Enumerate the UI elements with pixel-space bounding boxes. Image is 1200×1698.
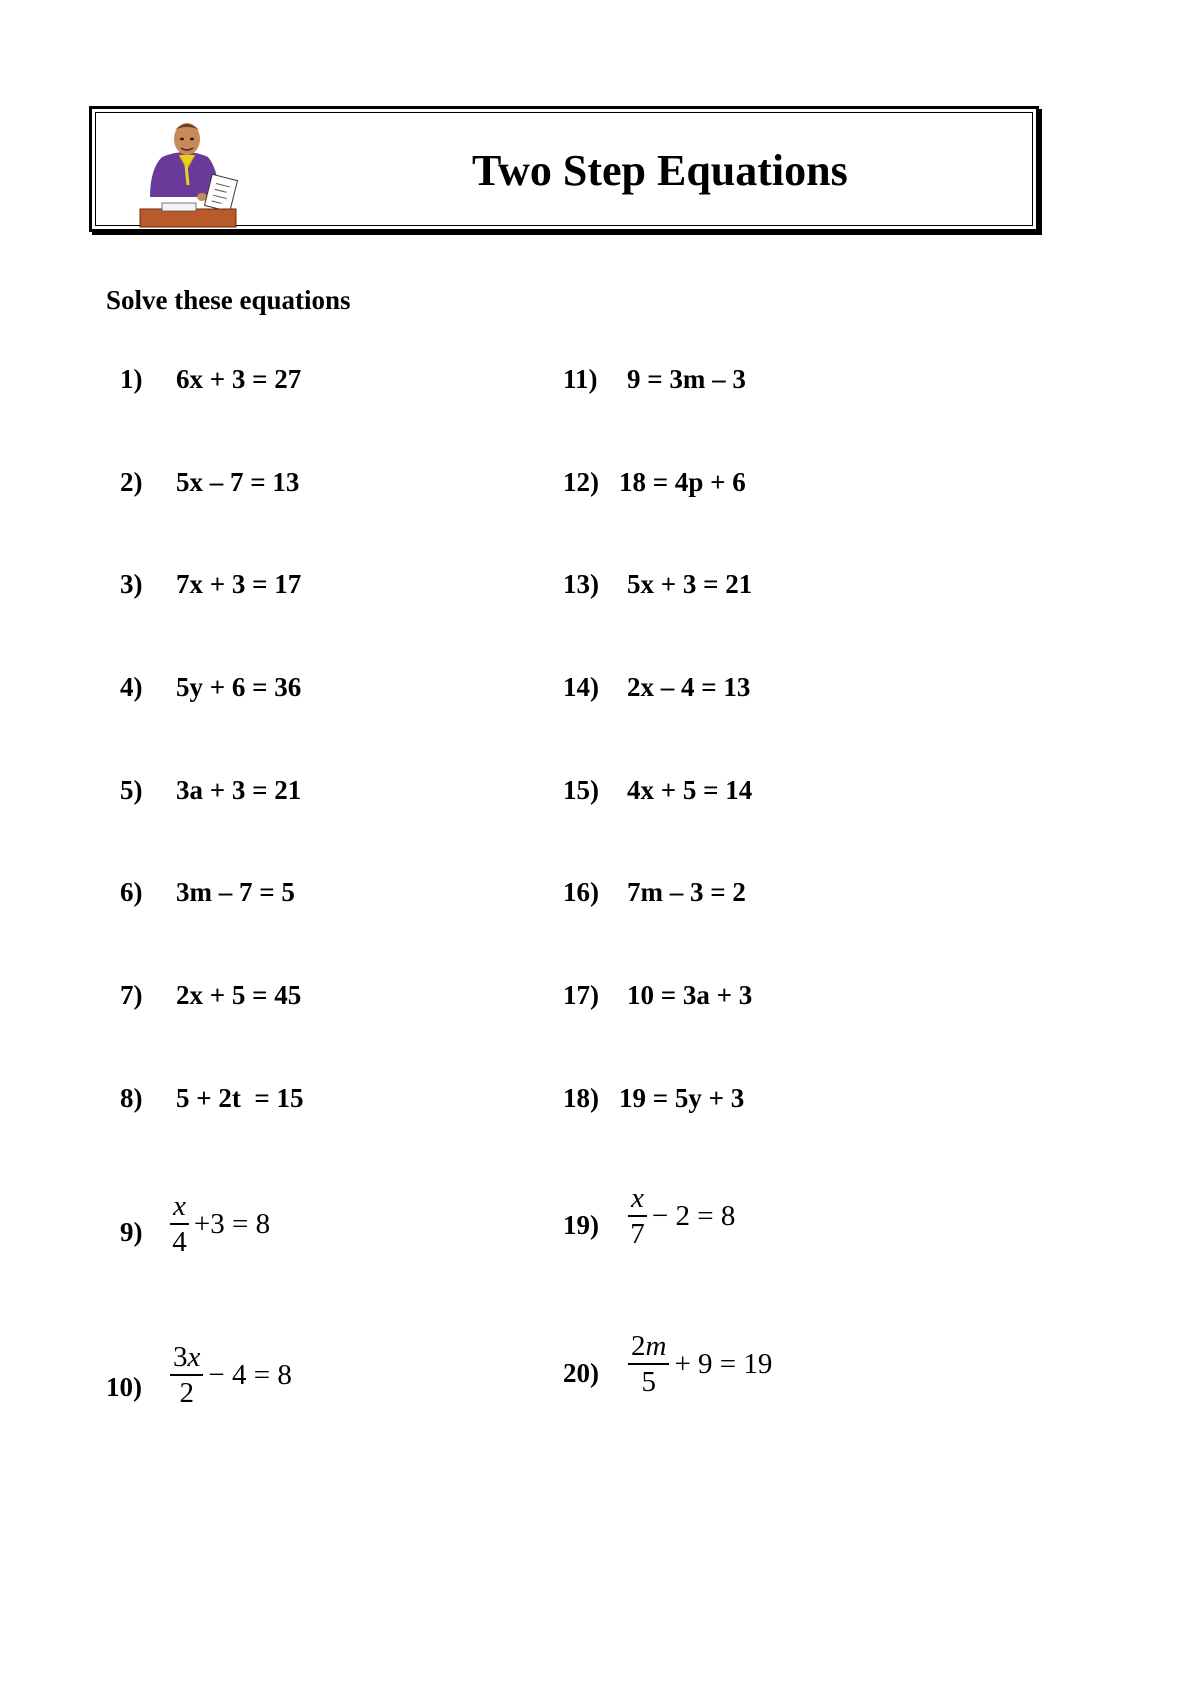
problem-6 [120, 879, 420, 919]
problem-equation: 6x + 3 = 27 [176, 364, 302, 394]
problem-8 [120, 1085, 420, 1125]
fraction [628, 1332, 669, 1397]
problem-15 [563, 777, 863, 817]
problem-equation: 3m – 7 = 5 [176, 877, 295, 907]
problem-18 [563, 1085, 863, 1125]
problem-number: 5) [120, 775, 143, 805]
problem-number: 17) [563, 980, 599, 1010]
numerator-variable: m [645, 1330, 667, 1362]
problem-number: 4) [120, 672, 143, 702]
problem-number: 14) [563, 672, 599, 702]
problem-equation: 4x + 5 = 14 [627, 775, 753, 805]
problem-number: 20) [563, 1358, 599, 1388]
fraction-numerator [628, 1184, 647, 1215]
instruction-text: Solve these equations [106, 285, 351, 315]
numerator-variable: x [631, 1182, 644, 1214]
problem-equation: 5y + 6 = 36 [176, 672, 302, 702]
numerator-coefficient: 2 [631, 1330, 646, 1362]
fraction-denominator: 7 [630, 1218, 645, 1250]
problem-equation: 2x + 5 = 45 [176, 980, 302, 1010]
problem-number: 19) [563, 1210, 599, 1240]
problem-number: 11) [563, 364, 598, 394]
problem-number: 3) [120, 569, 143, 599]
fraction-numerator [170, 1343, 203, 1374]
fraction-denominator: 2 [179, 1377, 194, 1409]
fraction [170, 1192, 189, 1257]
problem-19-number-wrap [563, 1212, 623, 1252]
problem-11 [563, 366, 863, 406]
problem-17 [563, 982, 863, 1022]
problem-20-equation [628, 1332, 772, 1397]
problem-equation: 10 = 3a + 3 [627, 980, 753, 1010]
teacher-illustration [132, 117, 244, 229]
numerator-variable: x [173, 1190, 186, 1222]
problem-12 [563, 469, 863, 509]
problem-number: 18) [563, 1083, 599, 1113]
problem-14 [563, 674, 863, 714]
problem-equation: 5x – 7 = 13 [176, 467, 300, 497]
fraction-denominator: 5 [641, 1366, 656, 1398]
fraction [628, 1184, 647, 1249]
numerator-coefficient: 3 [173, 1341, 188, 1373]
title-banner [89, 106, 1039, 232]
problem-number: 15) [563, 775, 599, 805]
problem-number: 13) [563, 569, 599, 599]
problem-20-number-wrap [563, 1360, 623, 1400]
problem-number: 6) [120, 877, 143, 907]
problem-9-equation [170, 1192, 270, 1257]
problem-number: 2) [120, 467, 143, 497]
problem-number: 7) [120, 980, 143, 1010]
problem-1 [120, 366, 420, 406]
problem-equation: 5x + 3 = 21 [627, 569, 753, 599]
problem-10-equation [170, 1343, 292, 1408]
equation-remainder: + 9 = 19 [674, 1348, 773, 1380]
problem-equation: 7x + 3 = 17 [176, 569, 302, 599]
problem-number: 8) [120, 1083, 143, 1113]
problem-equation: 9 = 3m – 3 [627, 364, 746, 394]
problem-16 [563, 879, 863, 919]
problem-number: 9) [120, 1217, 143, 1247]
problem-equation: 7m – 3 = 2 [627, 877, 746, 907]
problem-equation: 3a + 3 = 21 [176, 775, 302, 805]
problem-equation: 19 = 5y + 3 [619, 1083, 745, 1113]
problem-equation: 18 = 4p + 6 [619, 467, 746, 497]
problem-13 [563, 571, 863, 611]
fraction-numerator [628, 1332, 669, 1363]
problem-10-number-wrap [106, 1374, 166, 1414]
worksheet-title: Two Step Equations [472, 146, 848, 195]
numerator-variable: x [187, 1341, 201, 1373]
problem-4 [120, 674, 420, 714]
fraction [170, 1343, 203, 1408]
equation-remainder: − 2 = 8 [651, 1200, 736, 1232]
problem-2 [120, 469, 420, 509]
problem-3 [120, 571, 420, 611]
problem-equation: 2x – 4 = 13 [627, 672, 751, 702]
problem-7 [120, 982, 420, 1022]
fraction-denominator: 4 [172, 1226, 187, 1258]
problem-number: 12) [563, 467, 599, 497]
problem-number: 1) [120, 364, 143, 394]
problem-5 [120, 777, 420, 817]
problem-19-equation [628, 1184, 735, 1249]
problem-number: 10) [106, 1372, 142, 1402]
problem-number: 16) [563, 877, 599, 907]
equation-remainder: +3 = 8 [193, 1208, 271, 1240]
fraction-numerator [170, 1192, 189, 1223]
problem-equation: 5 + 2t = 15 [176, 1083, 304, 1113]
equation-remainder: − 4 = 8 [208, 1359, 292, 1391]
